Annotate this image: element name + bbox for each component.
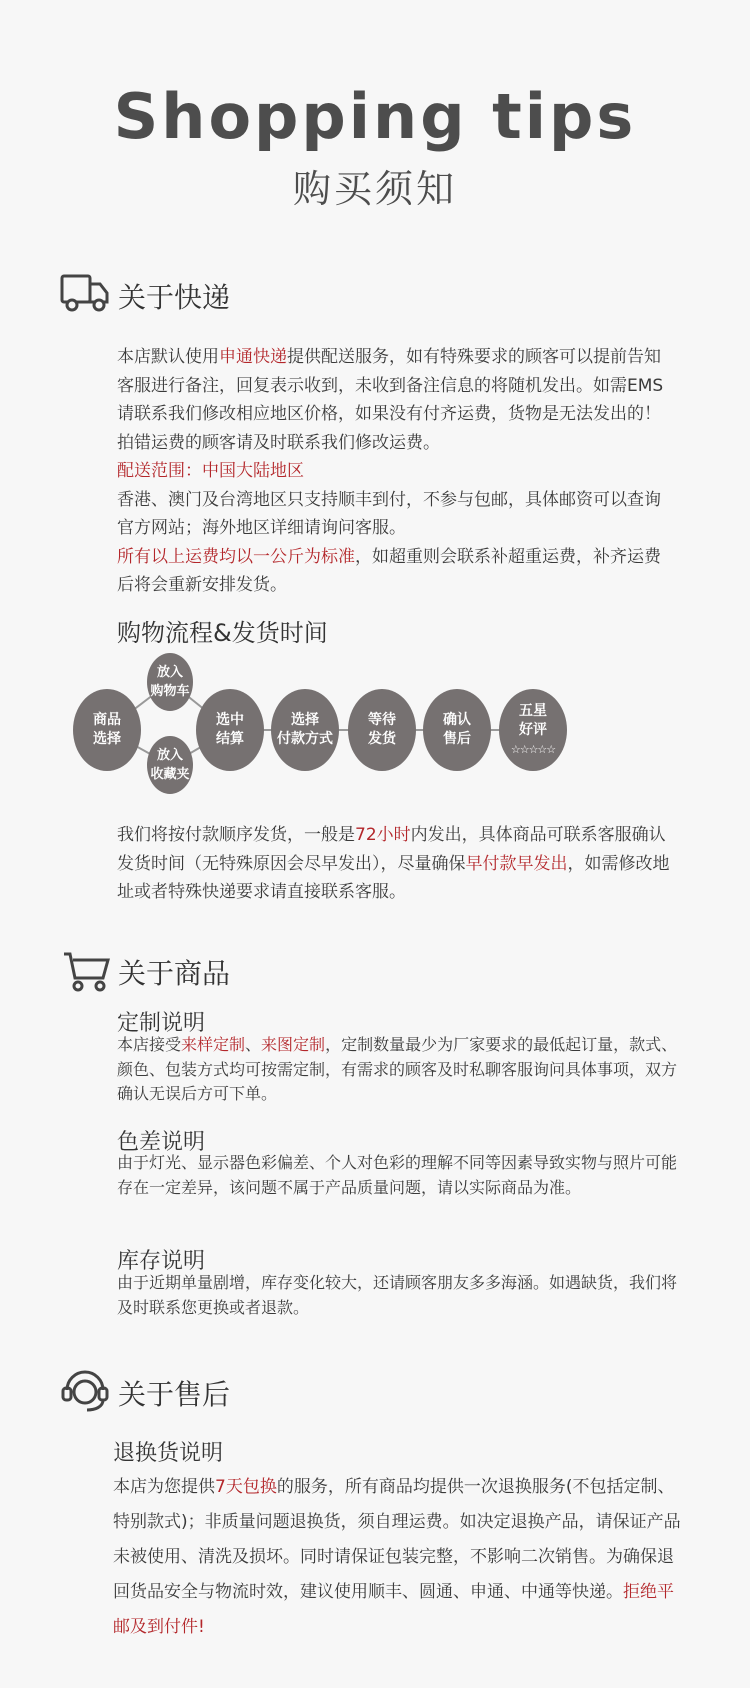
flow-step-confirm: 确认 售后 (423, 689, 491, 771)
delivery-text (117, 343, 677, 600)
highlight-image-custom: 来图定制 (261, 1035, 326, 1054)
flow-step-checkout: 选中 结算 (196, 689, 264, 771)
text-segment: 本店接受 (117, 1035, 182, 1054)
highlight-7day: 7天包换 (215, 1477, 277, 1497)
color-diff-text: 由于灯光、显示器色彩偏差、个人对色彩的理解不同等因素导致实物与照片可能存在一定差异，该问题不属于产品质量问题，请以实际商品为准。 (117, 1153, 678, 1197)
color-diff-title: 色差说明 (117, 1130, 206, 1155)
cart-icon (62, 950, 112, 992)
text-segment: 本店为您提供 (113, 1477, 215, 1497)
flow-step-add-favorites: 放入 收藏夹 (147, 736, 193, 794)
highlight-courier: 申通快递 (219, 347, 287, 367)
text-segment: 我们将按付款顺序发货，一般是 (117, 825, 355, 845)
page-title-en: Shopping tips (113, 80, 637, 153)
custom-title: 定制说明 (117, 1011, 206, 1036)
page-title-cn: 购买须知 (292, 167, 457, 211)
shipping-time-text (117, 821, 677, 907)
product-heading: 关于商品 (118, 957, 231, 990)
text-segment: 本店默认使用 (117, 347, 219, 367)
return-title: 退换货说明 (113, 1441, 224, 1466)
flow-step-add-cart: 放入 购物车 (147, 653, 193, 711)
star-rating-icon: ☆☆☆☆☆ (510, 742, 556, 756)
aftersale-heading: 关于售后 (118, 1378, 231, 1411)
custom-text (117, 1033, 687, 1107)
return-text (113, 1470, 688, 1645)
highlight-no-cod: 拒绝平邮及到付件! (113, 1582, 674, 1637)
highlight-weight-standard: 所有以上运费均以一公斤为标准 (117, 546, 355, 567)
text-segment: 的服务，所有商品均提供一次退换服务(不包括定制、特别款式)；非质量问题退换货，须自理运费。如决定退换产品，请保证产品未被使用、清洗及损坏。同时请保证包装完整，不影响二次销售。为确保退回货品安全与物流时效，建议使用顺丰、圆通、申通、中通等快递。 (113, 1477, 681, 1602)
flow-step-review: 五星 好评 ☆☆☆☆☆ (499, 689, 567, 771)
text-segment: ，定制数量最少为厂家要求的最低起订量，款式、颜色、包装方式均可按需定制，有需求的顾客及时私聊客服询问具体事项，双方确认无误后方可下单。 (117, 1035, 678, 1103)
flow-step-await-shipping: 等待 发货 (348, 689, 416, 771)
text-segment: 香港、澳门及台湾地区只支持顺丰到付，不参与包邮，具体邮资可以查询官方网站；海外地区详细请询问客服。 (117, 489, 661, 538)
highlight-early: 早付款早发出 (465, 853, 568, 874)
highlight-72h: 72小时 (355, 825, 411, 845)
stock-title: 库存说明 (117, 1249, 206, 1274)
truck-icon (60, 272, 110, 314)
flow-heading: 购物流程&发货时间 (117, 619, 328, 647)
stock-text: 由于近期单量剧增，库存变化较大，还请顾客朋友多多海涵。如遇缺货，我们将及时联系您更换或者退款。 (117, 1273, 678, 1317)
highlight-sample-custom: 来样定制 (181, 1035, 246, 1054)
text-segment: ，如超重则会联系补超重运费，补齐运费后将会重新安排发货。 (117, 546, 661, 595)
text-segment: 、 (245, 1035, 262, 1054)
text-segment: 提供配送服务，如有特殊要求的顾客可以提前告知客服进行备注，回复表示收到，未收到备注信息的将随机发出。如需EMS请联系我们修改相应地区价格，如果没有付齐运费，货物是无法发出的！拍错运费的顾客请及时联系我们修改运费。 (117, 347, 664, 453)
text-segment: 内发出，具体商品可联系客服确认发货时间（无特殊原因会尽早发出），尽量确保 (117, 825, 666, 874)
text-segment: ，如需修改地址或者特殊快递要求请直接联系客服。 (117, 853, 670, 902)
delivery-range: 配送范围：中国大陆地区 (117, 461, 304, 481)
flow-step-select-product: 商品 选择 (73, 689, 141, 771)
delivery-heading: 关于快递 (118, 281, 231, 314)
headset-icon (60, 1364, 110, 1414)
flow-step-payment: 选择 付款方式 (271, 689, 339, 771)
